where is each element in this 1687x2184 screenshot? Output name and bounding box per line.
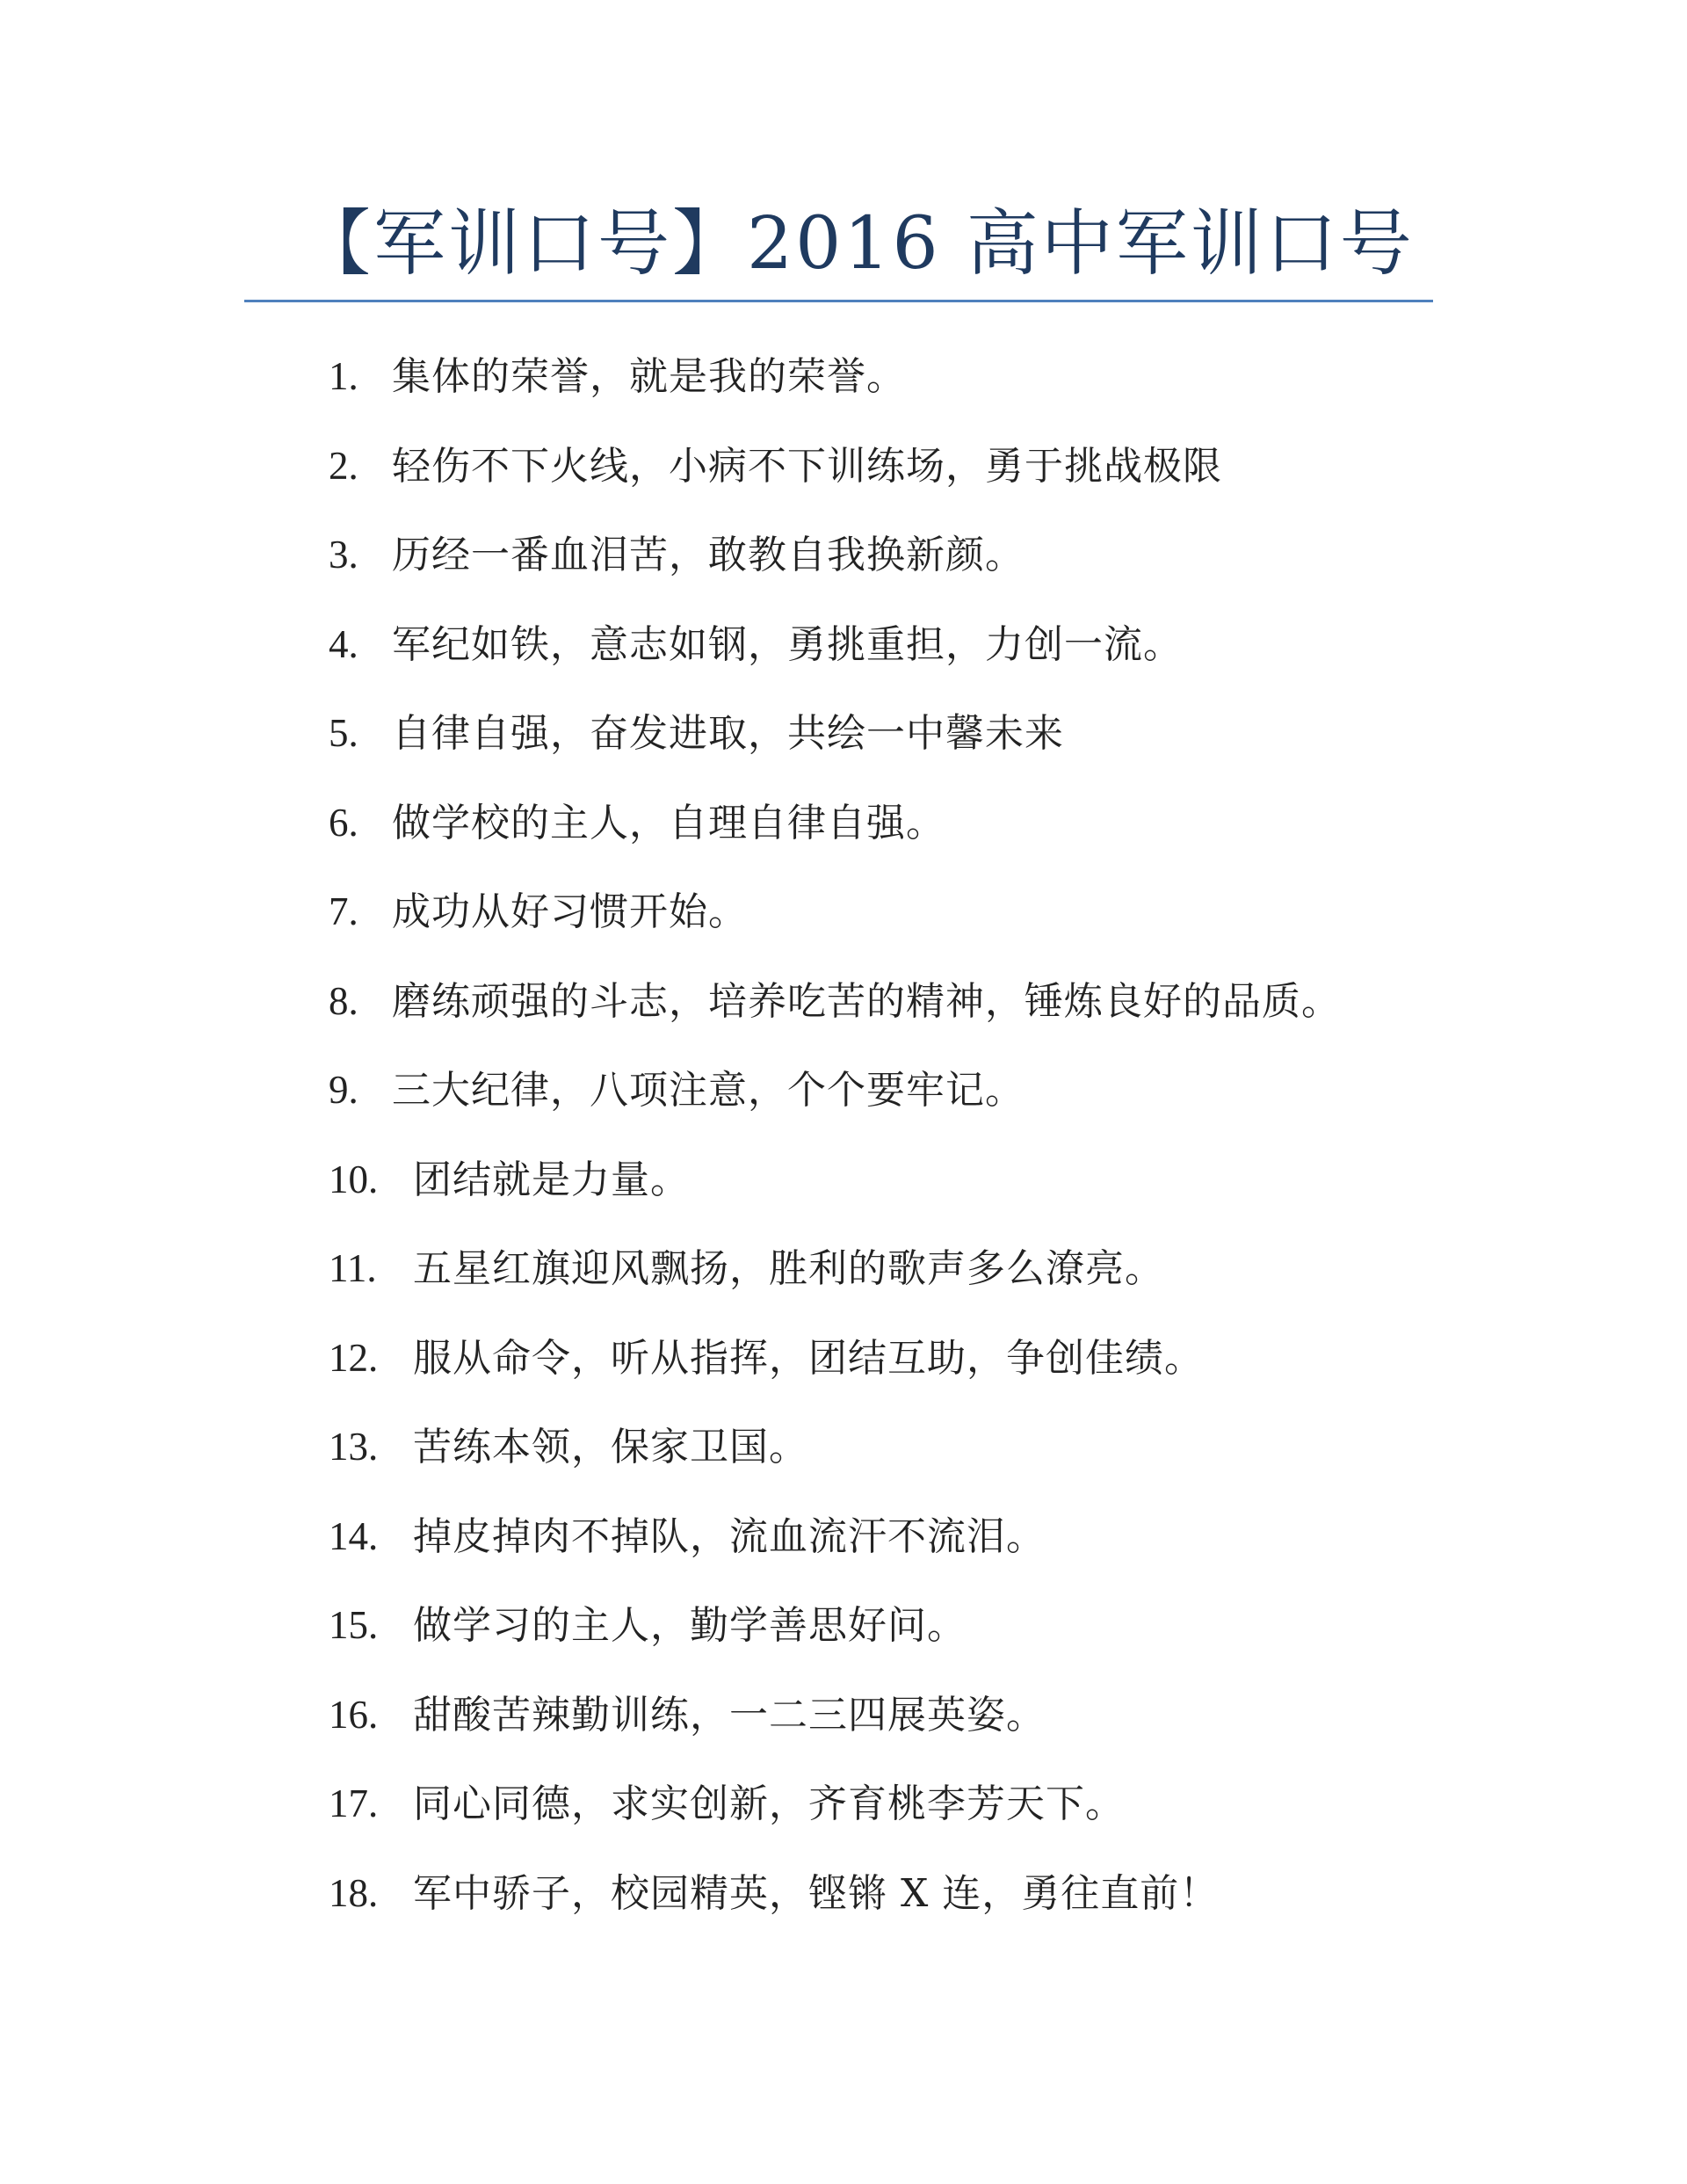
- list-item: [0, 957, 1687, 1047]
- list-item-text: 三大纪律，八项注意，个个要牢记。: [392, 1068, 1025, 1113]
- list-item-number: 1.: [329, 354, 358, 398]
- list-item: [0, 1581, 1687, 1671]
- list-item: [0, 422, 1687, 512]
- list-item-number: 12.: [329, 1335, 379, 1380]
- list-item: [0, 1224, 1687, 1314]
- slogan-list: [0, 332, 1687, 1938]
- list-item: [0, 1314, 1687, 1404]
- list-item-text: 团结就是力量。: [413, 1157, 690, 1202]
- list-item-number: 2.: [329, 443, 358, 488]
- list-item-number: 14.: [329, 1513, 379, 1558]
- list-item-text: 自律自强，奋发进取，共绘一中馨未来: [392, 711, 1064, 756]
- list-item-text: 做学习的主人，勤学善思好问。: [413, 1603, 967, 1648]
- list-item-text: 同心同德，求实创新，齐育桃李芳天下。: [413, 1781, 1125, 1826]
- list-item-number: 5.: [329, 711, 358, 755]
- list-item-text: 集体的荣誉，就是我的荣誉。: [392, 354, 906, 399]
- list-item: [0, 779, 1687, 868]
- list-item-number: 4.: [329, 621, 358, 666]
- list-item-number: 11.: [329, 1246, 377, 1290]
- list-item-number: 6.: [329, 800, 358, 845]
- list-item-number: 3.: [329, 533, 358, 577]
- list-item-number: 7.: [329, 889, 358, 933]
- list-item: [0, 1671, 1687, 1760]
- list-item-number: 18.: [329, 1870, 379, 1915]
- list-item: [0, 1136, 1687, 1225]
- list-item-text: 磨练顽强的斗志，培养吃苦的精神，锤炼良好的品质。: [392, 978, 1341, 1024]
- list-item-number: 17.: [329, 1781, 379, 1825]
- list-item-text: 成功从好习惯开始。: [392, 889, 748, 934]
- list-item-text: 苦练本领，保家卫国。: [413, 1425, 808, 1469]
- document-title: 【军训口号】2016 高中军训口号: [299, 202, 1415, 286]
- list-item-text: 甜酸苦辣勤训练，一二三四展英姿。: [413, 1692, 1046, 1738]
- list-item-number: 10.: [329, 1157, 379, 1201]
- list-item: [0, 600, 1687, 690]
- list-item-number: 15.: [329, 1603, 379, 1647]
- list-item-text: 军纪如铁，意志如钢，勇挑重担，力创一流。: [392, 621, 1183, 667]
- list-item: [0, 1849, 1687, 1939]
- list-item: [0, 689, 1687, 779]
- list-item-text: 五星红旗迎风飘扬，胜利的歌声多么潦亮。: [413, 1246, 1164, 1291]
- title-underline: [244, 300, 1433, 302]
- list-item-number: 9.: [329, 1068, 358, 1112]
- list-item-number: 16.: [329, 1692, 379, 1737]
- list-item-text: 轻伤不下火线，小病不下训练场，勇于挑战极限: [392, 443, 1222, 489]
- list-item-text: 军中骄子，校园精英，铿锵 X 连，勇往直前！: [413, 1870, 1220, 1916]
- list-item: [0, 332, 1687, 422]
- list-item: [0, 1403, 1687, 1492]
- list-item-number: 13.: [329, 1425, 379, 1469]
- list-item: [0, 1760, 1687, 1849]
- list-item: [0, 1492, 1687, 1582]
- list-item: [0, 511, 1687, 600]
- list-item: [0, 1046, 1687, 1136]
- list-item-number: 8.: [329, 978, 358, 1023]
- list-item-text: 历经一番血泪苦，敢教自我换新颜。: [392, 533, 1025, 577]
- list-item-text: 掉皮掉肉不掉队，流血流汗不流泪。: [413, 1513, 1046, 1559]
- list-item: [0, 867, 1687, 957]
- list-item-text: 做学校的主人，自理自律自强。: [392, 800, 945, 845]
- list-item-text: 服从命令，听从指挥，团结互助，争创佳绩。: [413, 1335, 1204, 1381]
